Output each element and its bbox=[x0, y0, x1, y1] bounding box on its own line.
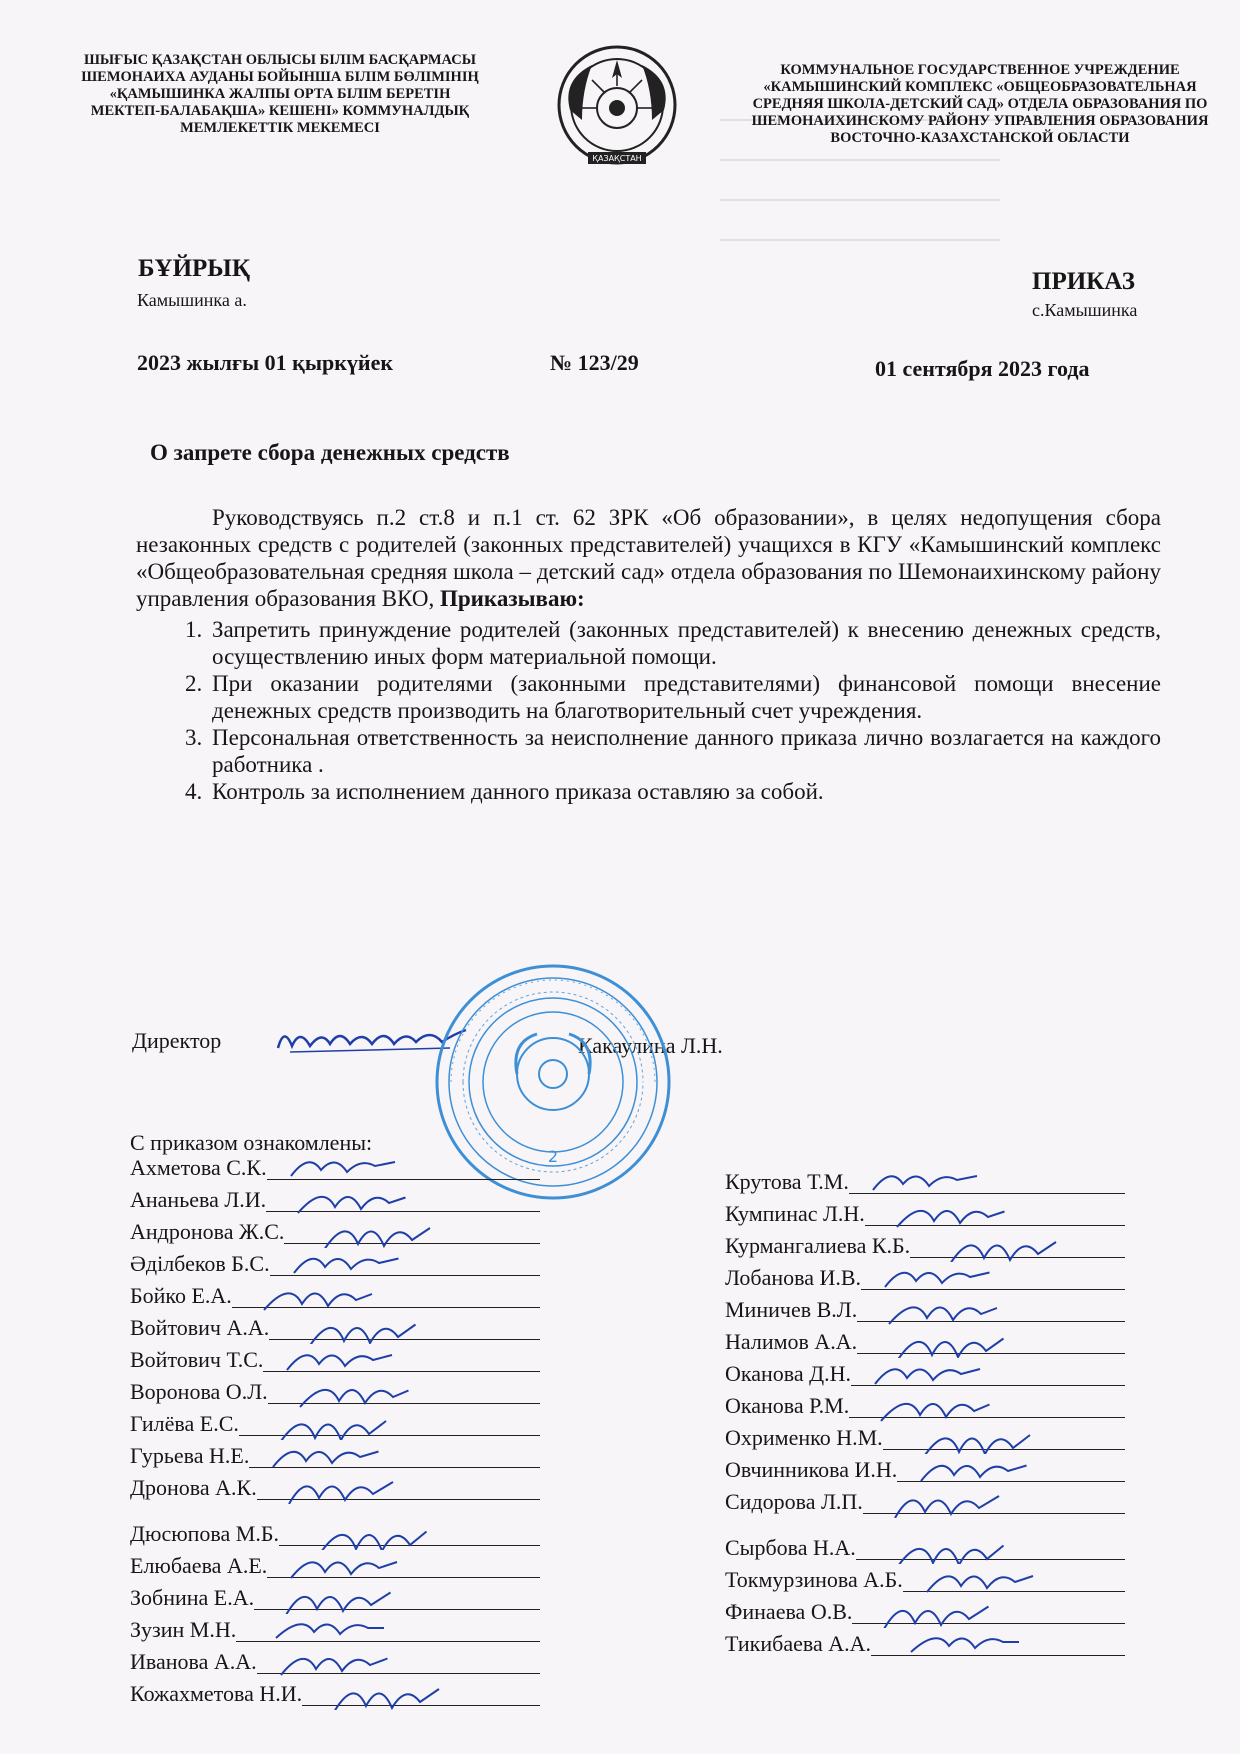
acquainted-heading: С приказом ознакомлены: bbox=[130, 1130, 373, 1155]
header-ru-org: КОММУНАЛЬНОЕ ГОСУДАРСТВЕННОЕ УЧРЕЖДЕНИЕ «КАМЫШИНСКИЙ КОМПЛЕКС «ОБЩЕОБРАЗОВАТЕЛЬНАЯ СРЕДНЯЯ ШКОЛА-ДЕТСКИЙ САД» ОТДЕЛА ОБРАЗОВАНИЯ ПО ШЕМОНАИХИНСКОМУ РАЙОНУ УПРАВЛЕНИЯ ОБРАЗОВАНИЯ ВОСТОЧНО-КАЗАХСТАНСКОЙ ОБЛАСТИ bbox=[751, 62, 1209, 146]
signature-row bbox=[130, 1472, 302, 1504]
signature-row bbox=[725, 1262, 910, 1294]
employee-name: Зузин М.Н. bbox=[130, 1617, 237, 1642]
handwritten-signature bbox=[917, 1452, 1037, 1486]
stamp-number: 2 bbox=[547, 1147, 559, 1166]
signature-row bbox=[725, 1532, 910, 1564]
employee-name: Оканова Р.М. bbox=[725, 1393, 850, 1418]
handwritten-signature bbox=[919, 1420, 1039, 1454]
employee-name: Кожахметова Н.И. bbox=[130, 1681, 303, 1706]
place-kz: Камышинка а. bbox=[137, 290, 247, 310]
order-preamble bbox=[136, 504, 1161, 612]
signature-row bbox=[725, 1454, 910, 1486]
employee-name: Налимов А.А. bbox=[725, 1329, 858, 1354]
director-name: Какаулина Л.Н. bbox=[578, 1033, 723, 1058]
handwritten-signature bbox=[260, 1278, 380, 1312]
employee-name: Гилёва Е.С. bbox=[130, 1411, 239, 1436]
header-kz-org: ШЫҒЫС ҚАЗАҚСТАН ОБЛЫСЫ БІЛІМ БАСҚАРМАСЫ ШЕМОНАИХА АУДАНЫ БОЙЫНША БІЛІМ БӨЛІМІНІҢ «ҚАМЫШИНКА ЖАЛПЫ ОРТА БІЛІМ БЕРЕТІН МЕКТЕП-БАЛАБАҚША» КЕШЕНІ» КОММУНАЛДЫҚ МЕМЛЕКЕТТІК МЕКЕМЕСІ bbox=[81, 52, 479, 136]
employee-name: Войтович А.А. bbox=[130, 1315, 270, 1340]
employee-name: Лобанова И.В. bbox=[725, 1265, 862, 1290]
employee-name: Миничев В.Л. bbox=[725, 1297, 858, 1322]
handwritten-signature bbox=[277, 1644, 397, 1678]
signature-row bbox=[130, 1646, 302, 1678]
order-subject: О запрете сбора денежных средств bbox=[150, 440, 510, 465]
employee-name: Ахметова С.К. bbox=[130, 1155, 267, 1180]
official-stamp bbox=[433, 962, 673, 1202]
handwritten-signature bbox=[290, 1246, 410, 1280]
order-item: 1. Запретить принуждение родителей (законных представителей) к внесению денежных средств, осуществлению иных форм материальной помощи. bbox=[208, 616, 1161, 670]
employee-name: Гурьева Н.Е. bbox=[130, 1443, 250, 1468]
employee-name: Охрименко Н.М. bbox=[725, 1425, 883, 1450]
state-emblem-icon bbox=[552, 40, 682, 180]
signature-row bbox=[130, 1184, 302, 1216]
employee-name: Кумпинас Л.Н. bbox=[725, 1201, 865, 1226]
date-ru: 01 сентября 2023 года bbox=[875, 356, 1090, 381]
signature-row bbox=[725, 1564, 910, 1596]
employee-name: Овчинникова И.Н. bbox=[725, 1457, 898, 1482]
employee-name: Дюсюпова М.Б. bbox=[130, 1521, 279, 1546]
handwritten-signature bbox=[287, 1150, 407, 1184]
signature-row bbox=[725, 1198, 910, 1230]
director-role: Директор bbox=[132, 1028, 222, 1053]
employee-name: Курмангалиева К.Б. bbox=[725, 1233, 911, 1258]
handwritten-signature bbox=[285, 1470, 405, 1504]
signature-row bbox=[130, 1550, 302, 1582]
handwritten-signature bbox=[871, 1356, 991, 1390]
signature-row bbox=[130, 1518, 302, 1550]
handwritten-signature bbox=[330, 1676, 450, 1710]
employee-name: Әділбеков Б.С. bbox=[130, 1251, 270, 1276]
signature-row bbox=[725, 1358, 910, 1390]
handwritten-signature bbox=[282, 1580, 402, 1614]
signature-row bbox=[130, 1280, 302, 1312]
handwritten-signature bbox=[305, 1310, 425, 1344]
order-items bbox=[136, 616, 1161, 805]
signature-row bbox=[130, 1312, 302, 1344]
handwritten-signature bbox=[320, 1214, 440, 1248]
signature-row bbox=[130, 1248, 302, 1280]
order-body bbox=[136, 504, 1161, 805]
employee-name: Оканова Д.Н. bbox=[725, 1361, 852, 1386]
employee-name: Крутова Т.М. bbox=[725, 1169, 849, 1194]
date-kz: 2023 жылғы 01 қыркүйек bbox=[137, 350, 394, 375]
title-ru: ПРИКАЗ bbox=[1032, 268, 1135, 295]
handwritten-signature bbox=[885, 1292, 1005, 1326]
signature-row bbox=[725, 1166, 910, 1198]
signature-row bbox=[130, 1678, 302, 1710]
signature-row bbox=[725, 1422, 910, 1454]
place-ru: с.Камышинка bbox=[1032, 300, 1138, 320]
employee-name: Финаева О.В. bbox=[725, 1599, 853, 1624]
handwritten-signature bbox=[283, 1342, 403, 1376]
employee-name: Иванова А.А. bbox=[130, 1649, 257, 1674]
handwritten-signature bbox=[294, 1182, 414, 1216]
employee-name: Воронова О.Л. bbox=[130, 1379, 268, 1404]
employee-name: Сидорова Л.П. bbox=[725, 1489, 863, 1514]
handwritten-signature bbox=[287, 1548, 407, 1582]
employee-name: Дронова А.К. bbox=[130, 1475, 257, 1500]
signature-row bbox=[130, 1376, 302, 1408]
order-number: № 123/29 bbox=[550, 350, 639, 375]
handwritten-signature bbox=[877, 1388, 997, 1422]
signature-row bbox=[130, 1582, 302, 1614]
handwritten-signature bbox=[881, 1260, 1001, 1294]
signature-row bbox=[130, 1344, 302, 1376]
order-word: Приказываю: bbox=[440, 586, 585, 611]
handwritten-signature bbox=[893, 1196, 1013, 1230]
handwritten-signature bbox=[269, 1438, 389, 1472]
signature-row bbox=[725, 1390, 910, 1422]
employee-name: Токмурзинова А.Б. bbox=[725, 1567, 903, 1592]
signature-row bbox=[130, 1152, 302, 1184]
order-item: 3. Персональная ответственность за неисполнение данного приказа лично возлагается на каждого работника . bbox=[208, 724, 1161, 778]
signature-row bbox=[725, 1596, 910, 1628]
employee-name: Бойко Е.А. bbox=[130, 1283, 232, 1308]
acquainted-left-column bbox=[130, 1152, 302, 1710]
signature-row bbox=[725, 1486, 910, 1518]
handwritten-signature bbox=[892, 1530, 1012, 1564]
signature-row bbox=[130, 1408, 302, 1440]
handwritten-signature bbox=[272, 1612, 392, 1646]
signature-row bbox=[725, 1326, 910, 1358]
employee-name: Зобнина Е.А. bbox=[130, 1585, 255, 1610]
handwritten-signature bbox=[880, 1594, 1000, 1628]
employee-name: Елюбаева А.Е. bbox=[130, 1553, 268, 1578]
handwritten-signature bbox=[869, 1164, 989, 1198]
handwritten-signature bbox=[315, 1516, 435, 1550]
emblem-caption: ҚАЗАҚСТАН bbox=[592, 154, 642, 163]
order-item: 2. При оказании родителями (законными представителями) финансовой помощи внесение денежных средств производить на благотворительный счет учреждения. bbox=[208, 670, 1161, 724]
signature-row bbox=[725, 1628, 910, 1660]
employee-name: Тикибаева А.А. bbox=[725, 1631, 871, 1656]
handwritten-signature bbox=[907, 1626, 1027, 1660]
handwritten-signature bbox=[891, 1484, 1011, 1518]
employee-name: Войтович Т.С. bbox=[130, 1347, 264, 1372]
title-kz: БҰЙРЫҚ bbox=[138, 255, 250, 282]
handwritten-signature bbox=[923, 1562, 1043, 1596]
signature-row bbox=[725, 1294, 910, 1326]
employee-name: Ананьева Л.И. bbox=[130, 1187, 267, 1212]
handwritten-signature bbox=[893, 1324, 1013, 1358]
employee-name: Сырбова Н.А. bbox=[725, 1535, 856, 1560]
employee-name: Андронова Ж.С. bbox=[130, 1219, 285, 1244]
acquainted-right-column bbox=[725, 1166, 910, 1660]
handwritten-signature bbox=[275, 1406, 395, 1440]
preamble-text: Руководствуясь п.2 ст.8 и п.1 ст. 62 ЗРК «Об образовании», в целях недопущения сбора незаконных средств с родителей (законных представителей) учащихся в КГУ «Камышинский комплекс «Общеобразовательная средняя школа – детский сад» отдела образования по Шемонаихинскому району управления образования ВКО, bbox=[136, 505, 1161, 611]
signature-row bbox=[130, 1440, 302, 1472]
handwritten-signature bbox=[946, 1228, 1066, 1262]
order-item: 4. Контроль за исполнением данного приказа оставляю за собой. bbox=[208, 778, 1161, 805]
signature-row bbox=[130, 1614, 302, 1646]
handwritten-signature bbox=[296, 1374, 416, 1408]
signature-row bbox=[130, 1216, 302, 1248]
signature-row bbox=[725, 1230, 910, 1262]
